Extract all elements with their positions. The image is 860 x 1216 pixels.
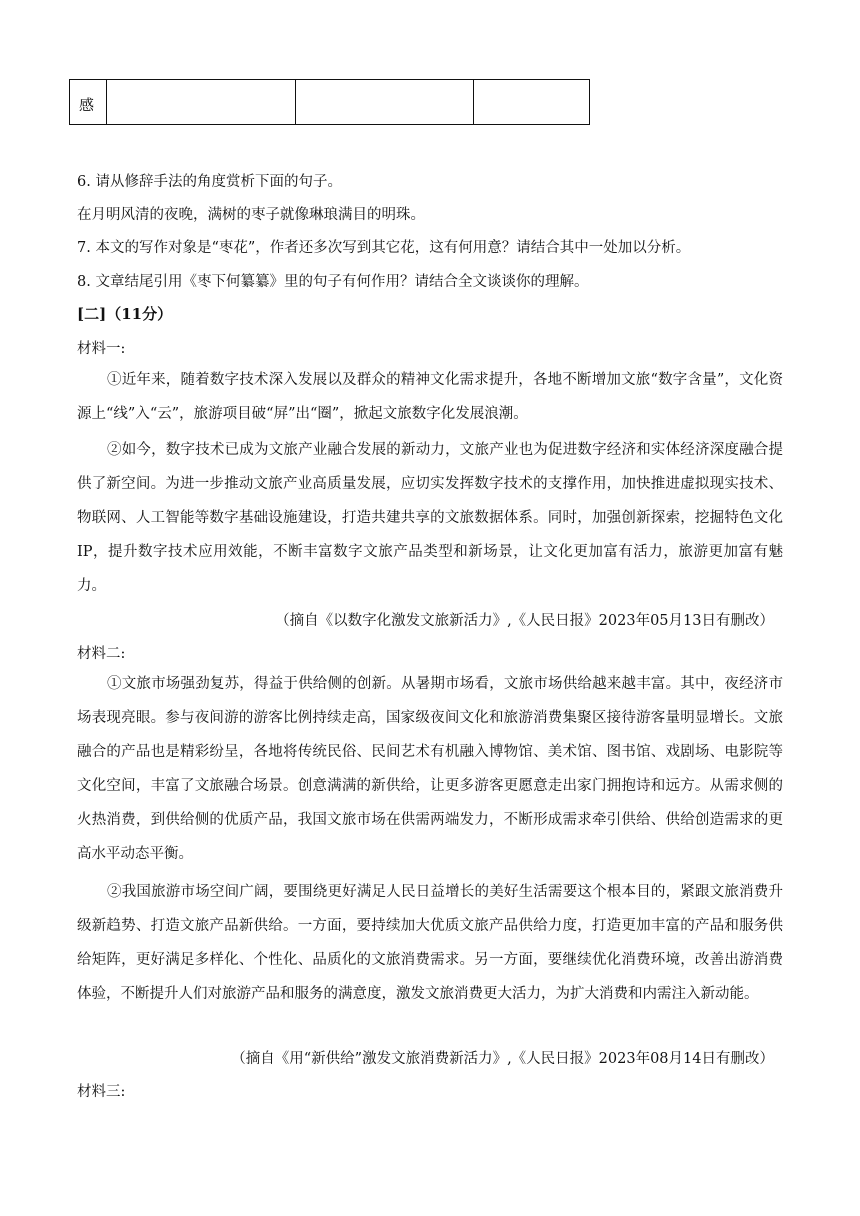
answer-table-fragment bbox=[69, 79, 590, 125]
question-6-quote: 在月明风清的夜晚，满树的枣子就像琳琅满目的明珠。 bbox=[77, 207, 425, 223]
table-cell: 感 bbox=[70, 80, 107, 125]
material-1-source: （摘自《以数字化激发文旅新活力》,《人民日报》2023年05月13日有删改） bbox=[275, 613, 774, 629]
material-1-label: 材料一: bbox=[77, 341, 126, 357]
material-2-source: （摘自《用“新供给”激发文旅消费新活力》,《人民日报》2023年08月14日有删改） bbox=[231, 1051, 774, 1067]
table-cell bbox=[107, 80, 296, 125]
material-2-paragraph-2: ②我国旅游市场空间广阔，要围绕更好满足人民日益增长的美好生活需要这个根本目的，紧跟文旅消费升级新趋势、打造文旅产品新供给。一方面，要持续加大优质文旅产品供给力度，打造更加丰富的产品和服务供给矩阵，更好满足多样化、个性化、品质化的文旅消费需求。另一方面，要继续优化消费环境，改善出游消费体验，不断提升人们对旅游产品和服务的满意度，激发文旅消费更大活力，为扩大消费和内需注入新动能。 bbox=[77, 884, 783, 1002]
question-7: 7. 本文的写作对象是“枣花”，作者还多次写到其它花，这有何用意？请结合其中一处加以分析。 bbox=[77, 240, 691, 256]
material-1-paragraph-2: ②如今，数字技术已成为文旅产业融合发展的新动力，文旅产业也为促进数字经济和实体经济深度融合提供了新空间。为进一步推动文旅产业高质量发展，应切实发挥数字技术的支撑作用，加快推进虚拟现实技术、物联网、人工智能等数字基础设施建设，打造共建共享的文旅数据体系。同时，加强创新探索，挖掘特色文化IP，提升数字技术应用效能，不断丰富数字文旅产品类型和新场景，让文化更加富有活力，旅游更加富有魅力。 bbox=[77, 442, 783, 594]
table-row bbox=[70, 80, 590, 125]
section-heading: [二]（11分） bbox=[77, 305, 173, 323]
material-3-label: 材料三: bbox=[77, 1084, 126, 1100]
question-8: 8. 文章结尾引用《枣下何纂纂》里的句子有何作用？请结合全文谈谈你的理解。 bbox=[77, 274, 589, 290]
material-2-paragraph-1: ①文旅市场强劲复苏，得益于供给侧的创新。从暑期市场看，文旅市场供给越来越丰富。其中，夜经济市场表现亮眼。参与夜间游的游客比例持续走高，国家级夜间文化和旅游消费集聚区接待游客量明显增长。文旅融合的产品也是精彩纷呈，各地将传统民俗、民间艺术有机融入博物馆、美术馆、图书馆、戏剧场、电影院等文化空间，丰富了文旅融合场景。创意满满的新供给，让更多游客更愿意走出家门拥抱诗和远方。从需求侧的火热消费，到供给侧的优质产品，我国文旅市场在供需两端发力，不断形成需求牵引供给、供给创造需求的更高水平动态平衡。 bbox=[77, 676, 783, 862]
table-cell bbox=[296, 80, 474, 125]
question-6: 6. 请从修辞手法的角度赏析下面的句子。 bbox=[77, 174, 342, 190]
material-2-label: 材料二: bbox=[77, 646, 126, 662]
material-1-paragraph-1: ①近年来，随着数字技术深入发展以及群众的精神文化需求提升，各地不断增加文旅“数字含量”，文化资源上“线”入“云”，旅游项目破“屏”出“圈”，掀起文旅数字化发展浪潮。 bbox=[77, 372, 783, 422]
table-cell bbox=[474, 80, 590, 125]
